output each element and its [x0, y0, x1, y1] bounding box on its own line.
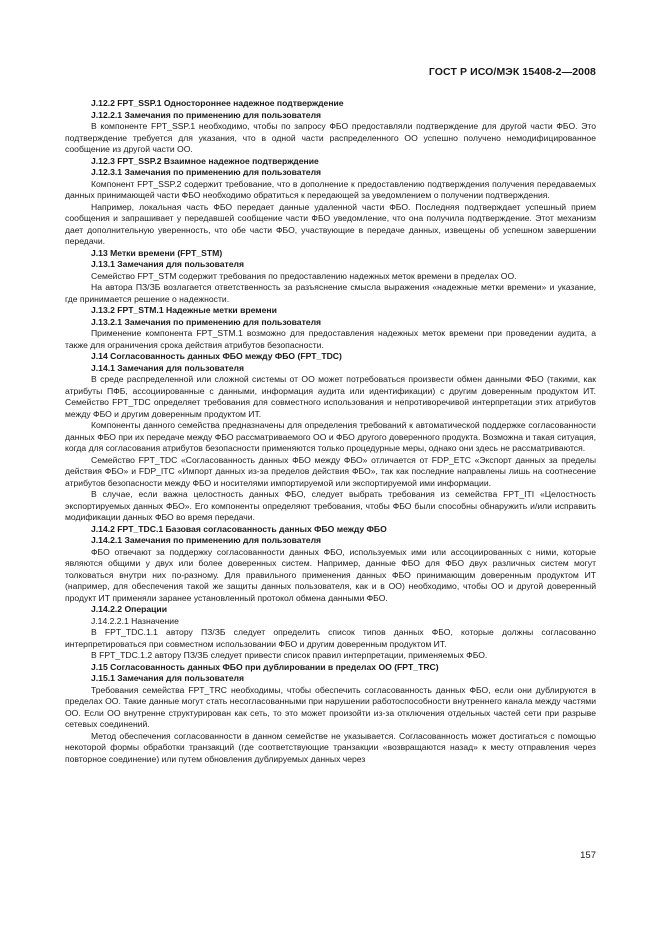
section-heading: J.15 Согласованность данных ФБО при дублировании в пределах ОО (FPT_TRC) [91, 661, 439, 672]
body-paragraph: Например, локальная часть ФБО передает данные удаленной части ФБО. Последняя подтверждает успешный прием сообщения и запрашивает у передавшей сообщение части ФБО уведомление, что она получила подтверждение. Этот механизм дает дополнительную уверенность, что обе части ФБО, участвующие в передаче данных, извещены об успешном завершении передачи. [65, 201, 596, 246]
section-heading: J.12.2.1 Замечания по применению для пользователя [91, 109, 322, 120]
body-paragraph: Компонент FPT_SSP.2 содержит требование, что в дополнение к предоставлению подтверждения получения передаваемых данных принимающей части ФБО необходимо обратиться к передающей за уведомлением о получении подтверждения. [65, 178, 596, 200]
body-paragraph: Метод обеспечения согласованности в данном семействе не указывается. Согласованность может достигаться с помощью некоторой формы обработки транзакций (где соответствующие транзакции «возвращаются назад» к месту отправления через повторное соединение) или путем обновления дублируемых данных через [65, 730, 596, 764]
body-paragraph: Семейство FPT_TDC «Согласованность данных ФБО между ФБО» отличается от FDP_ETC «Экспорт данных за пределы действия ФБО» и FDP_ITC «Импорт данных из-за пределов действия ФБО», так как последние направлены лишь на соотнесение атрибутов безопасности между ФБО и носителями импортируемой или экспортируемой ими информации. [65, 454, 596, 488]
body-paragraph: В FPT_TDC.1.2 автору ПЗ/ЗБ следует привести список правил интерпретации, применяемых ФБО. [91, 650, 488, 660]
section-heading: J.15.1 Замечания для пользователя [91, 673, 245, 683]
body-paragraph: Компоненты данного семейства предназначены для определения требований к автоматической поддержке согласованности данных ФБО при их передаче между ФБО рассматриваемого ОО и ФБО другого доверенного продукта. Возможна и такая ситуация, когда для согласования атрибутов безопасности применяются только процедурные меры, однако они здесь не рассматриваются. [65, 420, 596, 453]
body-paragraph: Применение компонента FPT_STM.1 возможно для предоставления надежных меток времени при проведении аудита, а также для ограничения срока действия атрибутов безопасности. [65, 328, 596, 350]
body-paragraph: На автора ПЗ/ЗБ возлагается ответственность за разъяснение смысла выражения «надежные метки времени» и указание, где принимается решение о надежности. [65, 282, 596, 304]
section-heading: J.14 Согласованность данных ФБО между ФБО (FPT_TDC) [91, 351, 342, 361]
body-paragraph: Семейство FPT_STM содержит требования по предоставлению надежных меток времени в пределах ОО. [91, 270, 517, 281]
section-heading: J.14.1 Замечания для пользователя [91, 362, 245, 373]
section-heading: J.14.2.2 Операции [91, 604, 167, 614]
body-paragraph: В компоненте FPT_SSP.1 необходимо, чтобы по запросу ФБО предоставляли подтверждение для другой части ФБО. Это подтверждение требуется для указания, что в одной части распределенного ОО успешно получено немодифицированное сообщение из другой части ОО. [65, 121, 596, 154]
document-body [65, 98, 596, 765]
body-paragraph: ФБО отвечают за поддержку согласованности данных ФБО, используемых ими или ассоциированных с ними, которые являются общими у двух или более доверенных систем. Например, данные ФБО для ФБО двух различных систем могут толковаться внутри них по-разному. Для правильного применения данных ФБО принимающим доверенным продуктом ИТ (например, для обеспечения такой же защиты данных пользователя, как и в ОО) необходимо, чтобы ОО и другой доверенный продукт ИТ применяли заранее установленный протокол обмена данными ФБО. [65, 546, 596, 603]
section-heading: J.12.3 FPT_SSP.2 Взаимное надежное подтверждение [91, 155, 319, 166]
section-heading: J.13.2 FPT_STM.1 Надежные метки времени [91, 305, 277, 315]
body-paragraph: В случае, если важна целостность данных ФБО, следует выбрать требования из семейства FPT_ITI «Целостность экспортируемых данных ФБО». Его компоненты определяют требования, чтобы ФБО были способны обнаружить и/или исправить модификации данных ФБО во время передачи. [65, 489, 596, 522]
section-heading: J.13 Метки времени (FPT_STM) [91, 247, 223, 258]
section-heading: J.14.2 FPT_TDC.1 Базовая согласованность данных ФБО между ФБО [91, 523, 387, 534]
page-number: 157 [580, 850, 596, 861]
body-paragraph: В FPT_TDC.1.1 автору ПЗ/ЗБ следует определить список типов данных ФБО, которые должны согласованно интерпретироваться при совместном использовании ФБО и другим доверенным продуктом ИТ. [65, 627, 596, 649]
section-heading: J.12.3.1 Замечания по применению для пользователя [91, 167, 322, 177]
body-paragraph: Требования семейства FPT_TRC необходимы, чтобы обеспечить согласованность данных ФБО, если они дублируются в пределах ОО. Такие данные могут стать несогласованными при нарушении работоспособности внутреннего канала между частями ОО. Если ОО внутренне структурирован как сеть, то это может произойти из-за отключения отдельных частей сети при разрыве сетевых соединений. [65, 684, 596, 729]
subsection-label: J.14.2.2.1 Назначение [91, 615, 179, 626]
section-heading: J.12.2 FPT_SSP.1 Одностороннее надежное подтверждение [91, 98, 344, 108]
body-paragraph: В среде распределенной или сложной системы от ОО может потребоваться произвести обмен данными ФБО (такими, как атрибуты ПФБ, ассоциированные с данными, информация аудита или идентификации) с другим доверенным продуктом ИТ. Семейство FPT_TDC определяет требования для совместного использования и непротиворечивой интерпретации этих атрибутов между ФБО и другим доверенным продуктом ИТ. [65, 374, 596, 419]
document-header: ГОСТ Р ИСО/МЭК 15408-2—2008 [428, 66, 596, 78]
section-heading: J.14.2.1 Замечания по применению для пользователя [91, 535, 322, 545]
section-heading: J.13.1 Замечания для пользователя [91, 259, 245, 269]
section-heading: J.13.2.1 Замечания по применению для пользователя [91, 316, 322, 327]
